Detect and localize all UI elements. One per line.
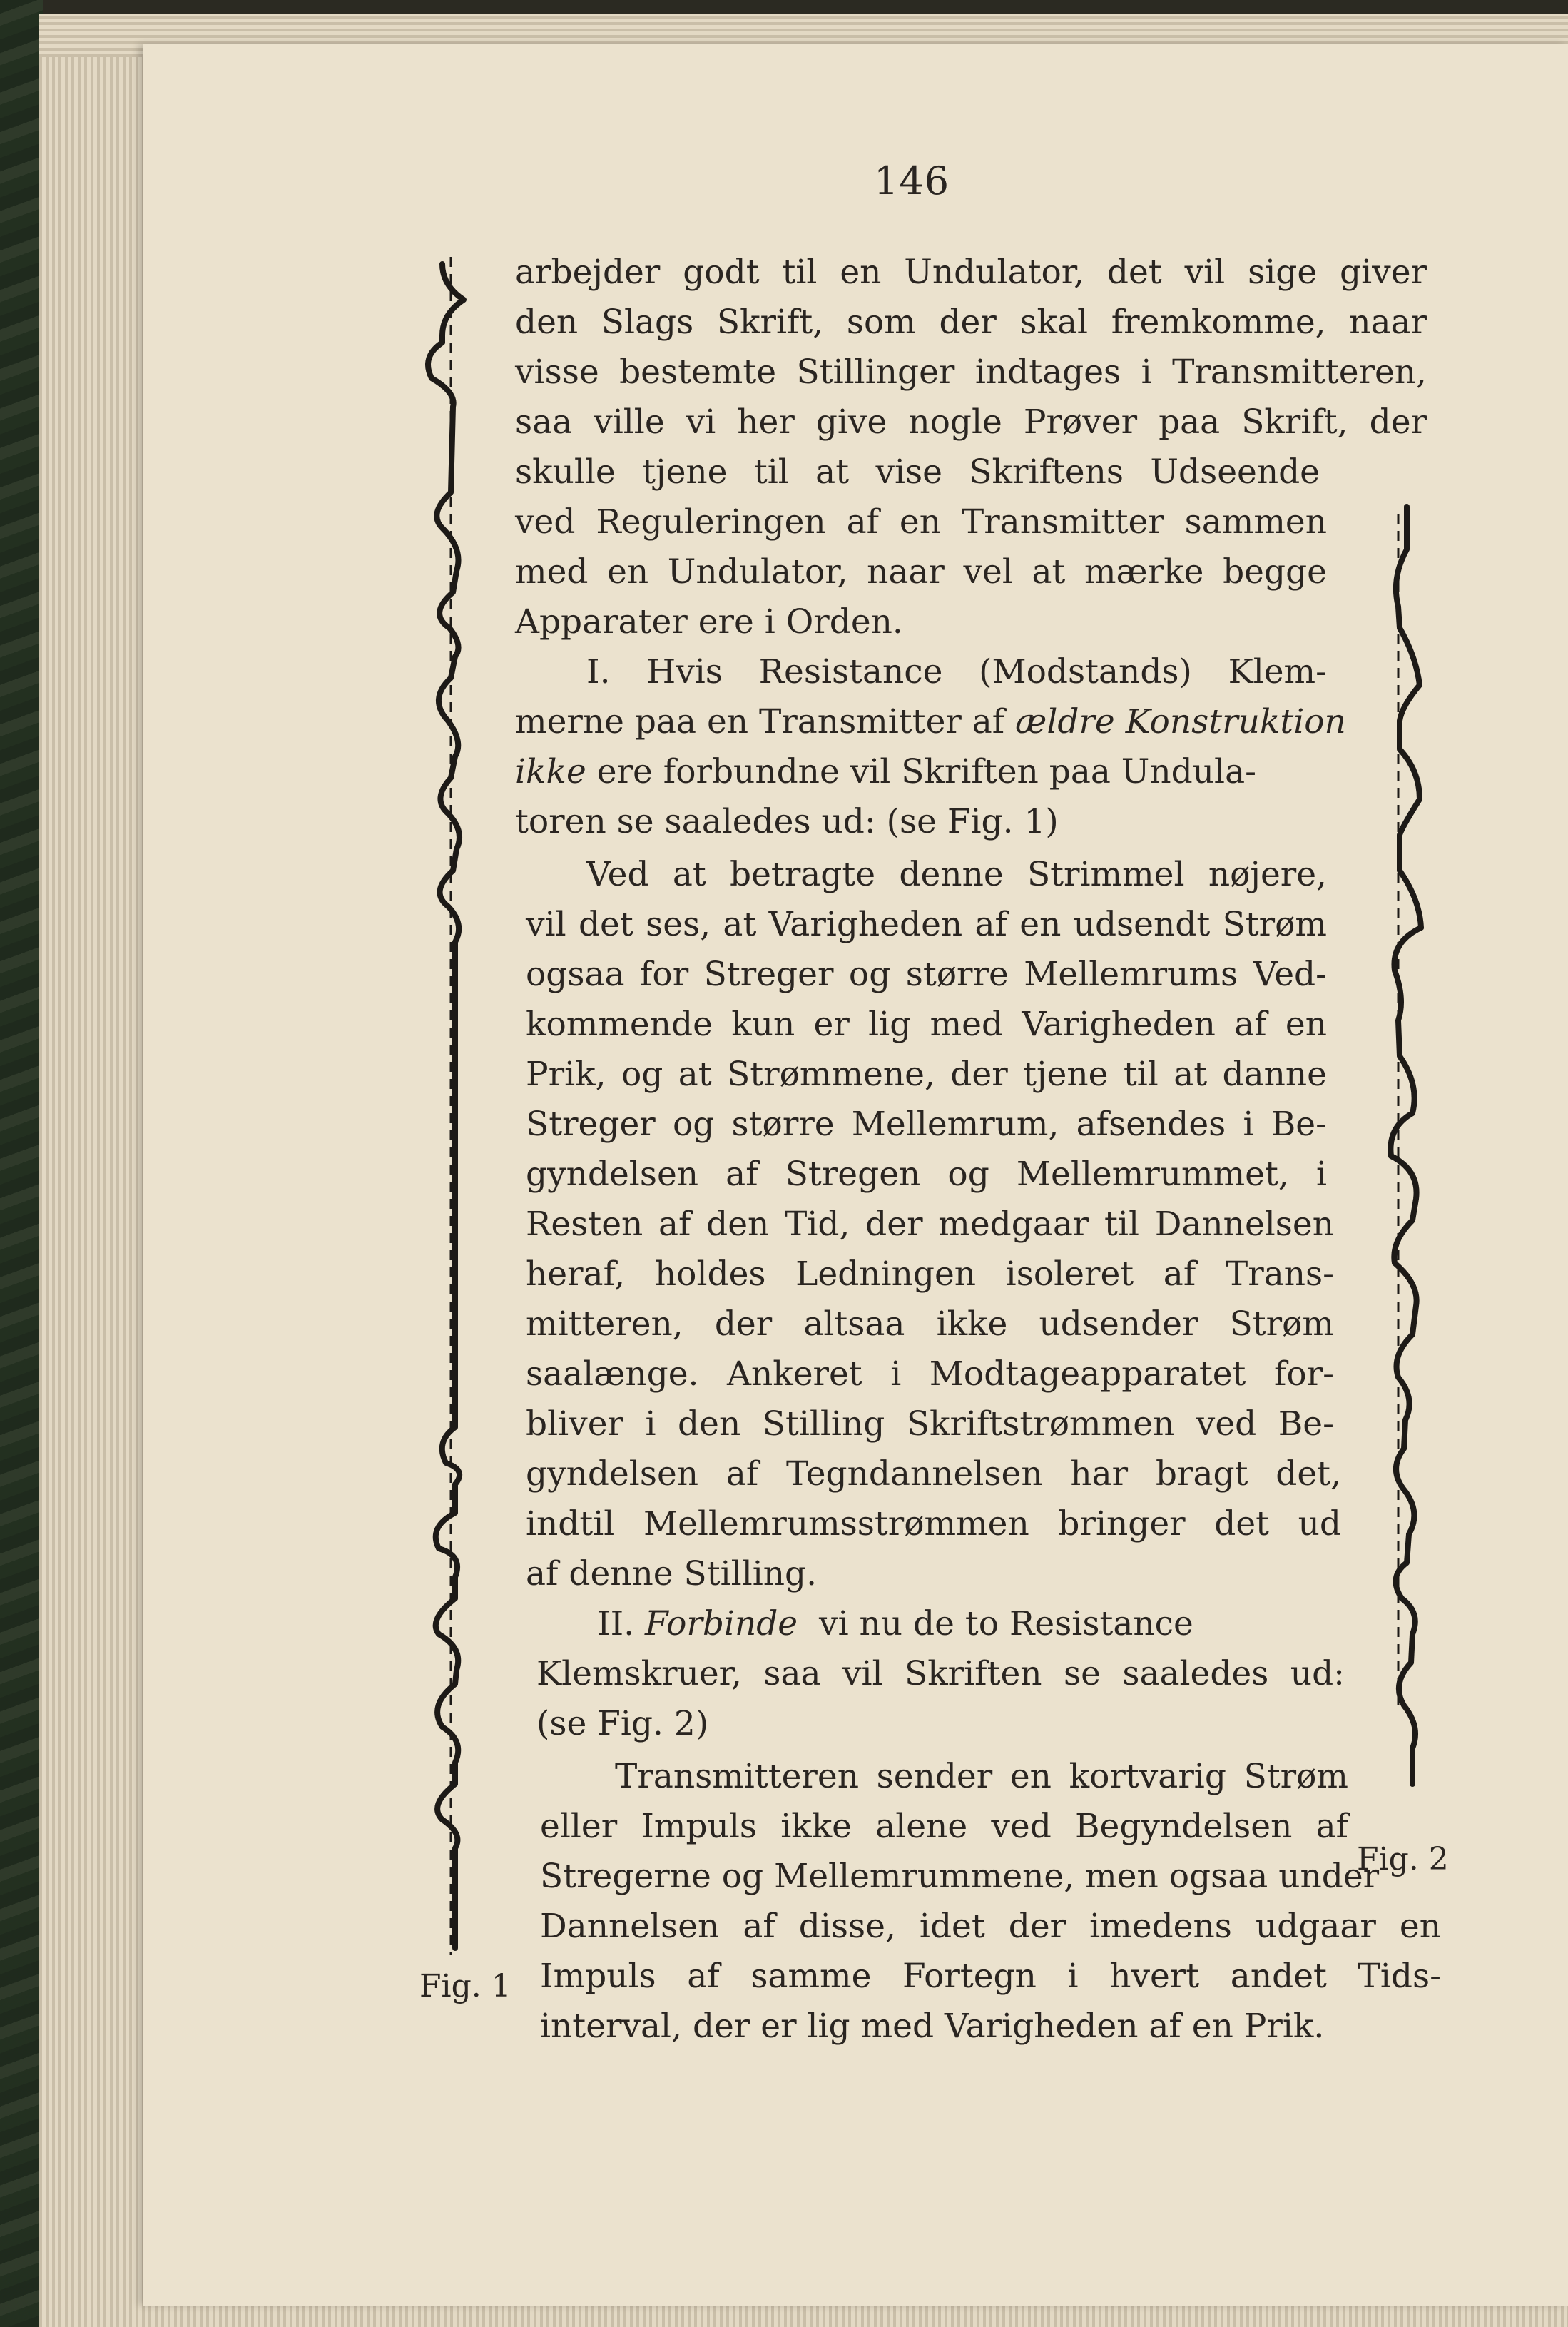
- text-line: vil det ses, at Varigheden af en udsendt Strøm: [526, 905, 1327, 944]
- italic-not: ikke: [515, 752, 586, 791]
- text-line: med en Undulator, naar vel at mærke begge: [515, 552, 1327, 592]
- text-line: Dannelsen af disse, idet der imedens udgaar en: [540, 1907, 1441, 1946]
- text-line: heraf, holdes Ledningen isoleret af Trans-: [526, 1254, 1334, 1294]
- text-line: mitteren, der altsaa ikke udsender Strøm: [526, 1304, 1334, 1344]
- text-line: Impuls af samme Fortegn i hvert andet Tids-: [540, 1957, 1441, 1996]
- text-line: interval, der er lig med Varigheden af en Prik.: [540, 2007, 1325, 2046]
- text-line: Prik, og at Strømmene, der tjene til at danne: [526, 1055, 1327, 1094]
- italic-connect: Forbinde: [645, 1604, 798, 1643]
- text-line: af denne Stilling.: [526, 1554, 818, 1593]
- text-line-part: merne paa en Transmitter af: [515, 702, 1005, 741]
- text-line-part: vi nu de to Resistance: [819, 1604, 1193, 1643]
- text-line: skulle tjene til at vise Skriftens Udseende: [515, 452, 1320, 492]
- fig1-undulator-strip: [414, 257, 492, 1969]
- text-line: ved Reguleringen af en Transmitter sammen: [515, 502, 1327, 542]
- text-line: kommende kun er lig med Varigheden af en: [526, 1005, 1327, 1044]
- text-line-part: II.: [597, 1604, 635, 1643]
- text-line: saalænge. Ankeret i Modtageapparatet for-: [526, 1354, 1334, 1394]
- text-line: (se Fig. 2): [536, 1704, 709, 1743]
- text-line: toren se saaledes ud: (se Fig. 1): [515, 802, 1059, 841]
- text-line: indtil Mellemrumsstrømmen bringer det ud: [526, 1504, 1341, 1543]
- text-line: saa ville vi her give nogle Prøver paa Skrift, der: [515, 402, 1427, 442]
- text-line: I. Hvis Resistance (Modstands) Klem-: [586, 652, 1327, 691]
- fig2-trace: [1390, 507, 1421, 1784]
- text-line: gyndelsen af Stregen og Mellemrummet, i: [526, 1155, 1327, 1194]
- text-line: [597, 1603, 1348, 1646]
- text-line: Klemskruer, saa vil Skriften se saaledes ud:: [536, 1654, 1345, 1693]
- text-line: arbejder godt til en Undulator, det vil sige giver: [515, 253, 1427, 292]
- text-line: Ved at betragte denne Strimmel nøjere,: [586, 855, 1327, 894]
- text-line: Transmitteren sender en kortvarig Strøm: [615, 1757, 1348, 1796]
- text-line: ogsaa for Streger og større Mellemrums Ved-: [526, 955, 1327, 994]
- fig2-label: Fig. 2: [1357, 1841, 1449, 1877]
- text-line: gyndelsen af Tegndannelsen har bragt det,: [526, 1454, 1341, 1494]
- text-line: [515, 701, 1346, 744]
- fig1-trace: [428, 264, 464, 1948]
- book-binding: [0, 0, 43, 2327]
- text-line: Apparater ere i Orden.: [515, 602, 903, 642]
- fig1-label: Fig. 1: [419, 1968, 511, 2004]
- text-line-part: ere forbundne vil Skriften paa Undula-: [596, 752, 1256, 791]
- text-line: Resten af den Tid, der medgaar til Dannelsen: [526, 1205, 1334, 1244]
- italic-construction: ældre Konstruktion: [1015, 702, 1346, 741]
- text-line: Stregerne og Mellemrummene, men ogsaa under: [540, 1857, 1380, 1896]
- text-line: [515, 751, 1327, 794]
- text-line: Streger og større Mellemrum, afsendes i Be-: [526, 1105, 1327, 1144]
- text-line: eller Impuls ikke alene ved Begyndelsen af: [540, 1807, 1348, 1846]
- page-number: 146: [874, 158, 950, 203]
- text-line: den Slags Skrift, som der skal fremkomme, naar: [515, 303, 1427, 342]
- text-line: visse bestemte Stillinger indtages i Transmitteren,: [515, 353, 1427, 392]
- text-line: bliver i den Stilling Skriftstrømmen ved Be-: [526, 1404, 1334, 1444]
- fig2-undulator-strip: [1377, 500, 1462, 1827]
